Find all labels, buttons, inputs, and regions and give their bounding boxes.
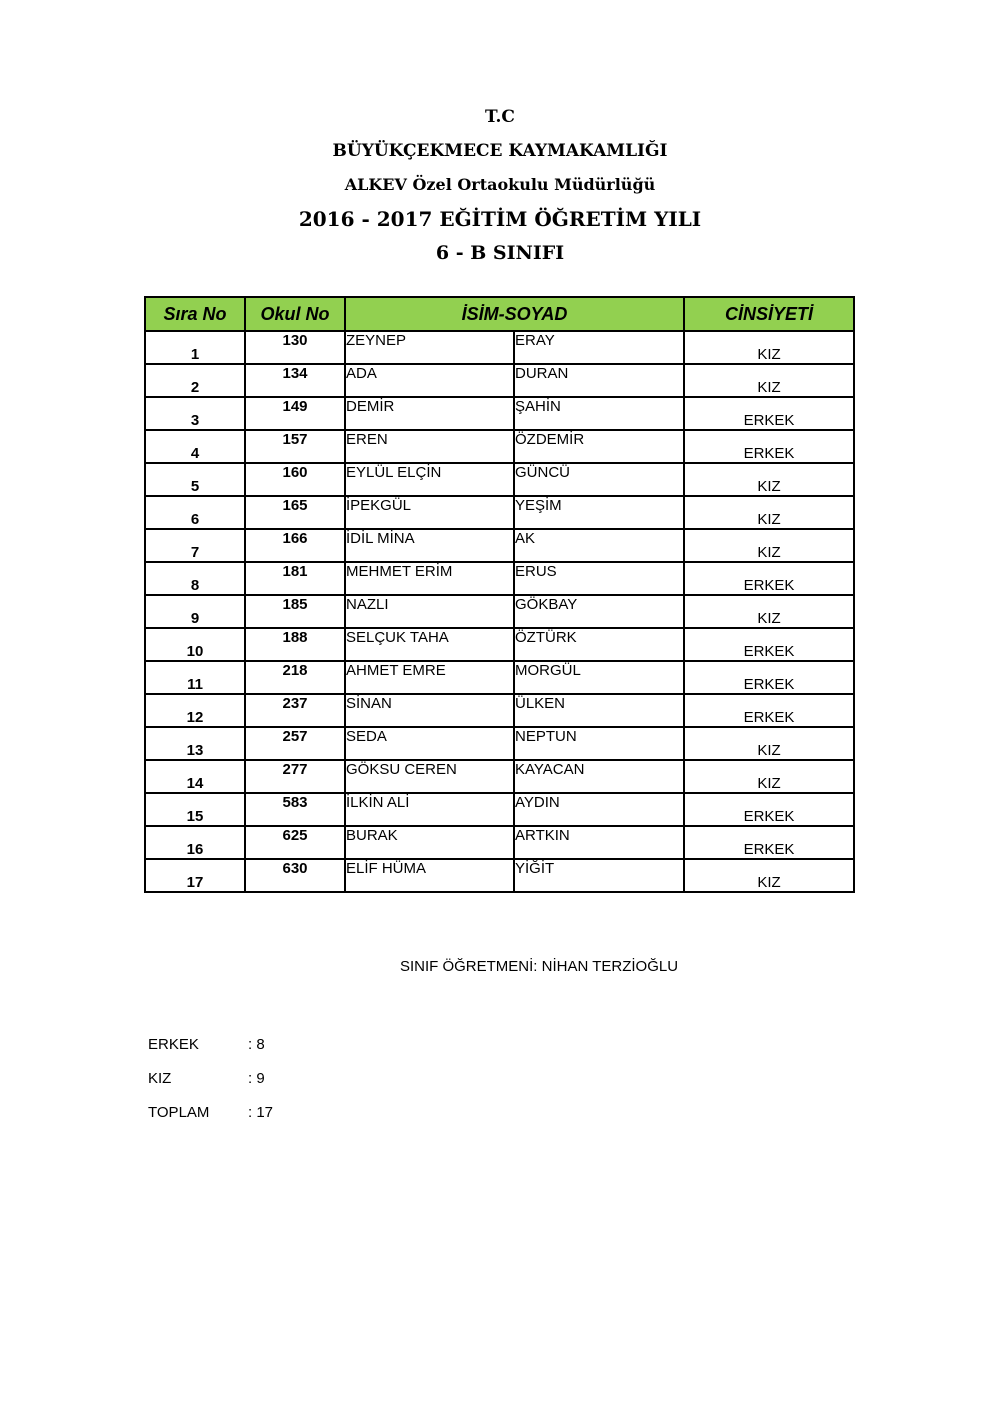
last-name-cell: ÜLKEN bbox=[514, 694, 684, 727]
gender-cell: KIZ bbox=[684, 331, 854, 364]
last-name-cell: GÖKBAY bbox=[514, 595, 684, 628]
last-name-cell: DURAN bbox=[514, 364, 684, 397]
last-name-cell: KAYACAN bbox=[514, 760, 684, 793]
gender-cell: KIZ bbox=[684, 760, 854, 793]
gender-cell: ERKEK bbox=[684, 397, 854, 430]
gender-cell: KIZ bbox=[684, 496, 854, 529]
first-name-cell: EYLÜL ELÇİN bbox=[345, 463, 514, 496]
summary-value: : 8 bbox=[248, 1036, 265, 1053]
school-number-cell: 157 bbox=[245, 430, 345, 463]
last-name-cell: ÖZDEMİR bbox=[514, 430, 684, 463]
first-name-cell: EREN bbox=[345, 430, 514, 463]
row-number-cell: 11 bbox=[145, 661, 245, 694]
header-year: 2016 - 2017 EĞİTİM ÖĞRETİM YILI bbox=[298, 207, 702, 231]
table-row bbox=[145, 364, 854, 397]
row-number-cell: 6 bbox=[145, 496, 245, 529]
first-name-cell: İDİL MİNA bbox=[345, 529, 514, 562]
gender-cell: ERKEK bbox=[684, 826, 854, 859]
last-name-cell: ARTKIN bbox=[514, 826, 684, 859]
school-number-cell: 181 bbox=[245, 562, 345, 595]
first-name-cell: İLKİN ALİ bbox=[345, 793, 514, 826]
school-number-cell: 218 bbox=[245, 661, 345, 694]
gender-cell: ERKEK bbox=[684, 694, 854, 727]
gender-cell: ERKEK bbox=[684, 628, 854, 661]
first-name-cell: GÖKSU CEREN bbox=[345, 760, 514, 793]
table-row bbox=[145, 331, 854, 364]
first-name-cell: ZEYNEP bbox=[345, 331, 514, 364]
first-name-cell: DEMİR bbox=[345, 397, 514, 430]
school-number-cell: 166 bbox=[245, 529, 345, 562]
last-name-cell: ERAY bbox=[514, 331, 684, 364]
last-name-cell: ERUS bbox=[514, 562, 684, 595]
row-number-cell: 1 bbox=[145, 331, 245, 364]
document-header bbox=[0, 100, 1000, 270]
last-name-cell: NEPTUN bbox=[514, 727, 684, 760]
summary-label: KIZ bbox=[148, 1070, 172, 1087]
table-row bbox=[145, 859, 854, 892]
last-name-cell: MORGÜL bbox=[514, 661, 684, 694]
school-number-cell: 134 bbox=[245, 364, 345, 397]
last-name-cell: ÖZTÜRK bbox=[514, 628, 684, 661]
table-row bbox=[145, 430, 854, 463]
row-number-cell: 8 bbox=[145, 562, 245, 595]
table-row bbox=[145, 694, 854, 727]
summary-label: ERKEK bbox=[148, 1036, 199, 1053]
header-country: T.C bbox=[485, 107, 515, 127]
school-number-cell: 188 bbox=[245, 628, 345, 661]
table-row bbox=[145, 727, 854, 760]
table-header-row bbox=[145, 297, 854, 331]
gender-cell: KIZ bbox=[684, 859, 854, 892]
column-header-okul: Okul No bbox=[245, 297, 345, 331]
header-school: ALKEV Özel Ortaokulu Müdürlüğü bbox=[344, 175, 656, 194]
summary-label: TOPLAM bbox=[148, 1104, 210, 1121]
gender-cell: KIZ bbox=[684, 364, 854, 397]
table-row bbox=[145, 529, 854, 562]
first-name-cell: AHMET EMRE bbox=[345, 661, 514, 694]
row-number-cell: 17 bbox=[145, 859, 245, 892]
gender-cell: ERKEK bbox=[684, 793, 854, 826]
gender-cell: ERKEK bbox=[684, 661, 854, 694]
last-name-cell: AK bbox=[514, 529, 684, 562]
first-name-cell: NAZLI bbox=[345, 595, 514, 628]
table-row bbox=[145, 595, 854, 628]
first-name-cell: SİNAN bbox=[345, 694, 514, 727]
row-number-cell: 13 bbox=[145, 727, 245, 760]
row-number-cell: 10 bbox=[145, 628, 245, 661]
gender-cell: ERKEK bbox=[684, 430, 854, 463]
gender-cell: KIZ bbox=[684, 595, 854, 628]
school-number-cell: 130 bbox=[245, 331, 345, 364]
table-row bbox=[145, 496, 854, 529]
first-name-cell: ELİF HÜMA bbox=[345, 859, 514, 892]
table-row bbox=[145, 463, 854, 496]
last-name-cell: YİĞİT bbox=[514, 859, 684, 892]
school-number-cell: 237 bbox=[245, 694, 345, 727]
school-number-cell: 160 bbox=[245, 463, 345, 496]
row-number-cell: 5 bbox=[145, 463, 245, 496]
row-number-cell: 2 bbox=[145, 364, 245, 397]
row-number-cell: 3 bbox=[145, 397, 245, 430]
last-name-cell: AYDIN bbox=[514, 793, 684, 826]
school-number-cell: 630 bbox=[245, 859, 345, 892]
row-number-cell: 4 bbox=[145, 430, 245, 463]
row-number-cell: 12 bbox=[145, 694, 245, 727]
table-row bbox=[145, 661, 854, 694]
first-name-cell: MEHMET ERİM bbox=[345, 562, 514, 595]
gender-cell: KIZ bbox=[684, 727, 854, 760]
first-name-cell: BURAK bbox=[345, 826, 514, 859]
last-name-cell: GÜNCÜ bbox=[514, 463, 684, 496]
school-number-cell: 185 bbox=[245, 595, 345, 628]
first-name-cell: SEDA bbox=[345, 727, 514, 760]
table-row bbox=[145, 562, 854, 595]
row-number-cell: 15 bbox=[145, 793, 245, 826]
table-row bbox=[145, 826, 854, 859]
summary-value: : 17 bbox=[248, 1104, 274, 1121]
table-row bbox=[145, 397, 854, 430]
last-name-cell: YEŞİM bbox=[514, 496, 684, 529]
school-number-cell: 149 bbox=[245, 397, 345, 430]
last-name-cell: ŞAHİN bbox=[514, 397, 684, 430]
class-teacher: SINIF ÖĞRETMENİ: NİHAN TERZİOĞLU bbox=[399, 958, 679, 975]
gender-cell: KIZ bbox=[684, 463, 854, 496]
column-header-sira: Sıra No bbox=[145, 297, 245, 331]
table-row bbox=[145, 760, 854, 793]
gender-cell: KIZ bbox=[684, 529, 854, 562]
school-number-cell: 583 bbox=[245, 793, 345, 826]
first-name-cell: İPEKGÜL bbox=[345, 496, 514, 529]
column-header-isim: İSİM-SOYAD bbox=[345, 297, 684, 331]
table-row bbox=[145, 628, 854, 661]
row-number-cell: 14 bbox=[145, 760, 245, 793]
row-number-cell: 7 bbox=[145, 529, 245, 562]
first-name-cell: SELÇUK TAHA bbox=[345, 628, 514, 661]
school-number-cell: 257 bbox=[245, 727, 345, 760]
row-number-cell: 16 bbox=[145, 826, 245, 859]
header-class: 6 - B SINIFI bbox=[435, 242, 565, 264]
school-number-cell: 165 bbox=[245, 496, 345, 529]
column-header-cinsiyet: CİNSİYETİ bbox=[684, 297, 854, 331]
student-table bbox=[144, 296, 855, 893]
table-body bbox=[145, 331, 854, 892]
header-district: BÜYÜKÇEKMECE KAYMAKAMLIĞI bbox=[332, 141, 668, 161]
table-row bbox=[145, 793, 854, 826]
school-number-cell: 625 bbox=[245, 826, 345, 859]
gender-cell: ERKEK bbox=[684, 562, 854, 595]
first-name-cell: ADA bbox=[345, 364, 514, 397]
school-number-cell: 277 bbox=[245, 760, 345, 793]
summary-value: : 9 bbox=[248, 1070, 265, 1087]
row-number-cell: 9 bbox=[145, 595, 245, 628]
